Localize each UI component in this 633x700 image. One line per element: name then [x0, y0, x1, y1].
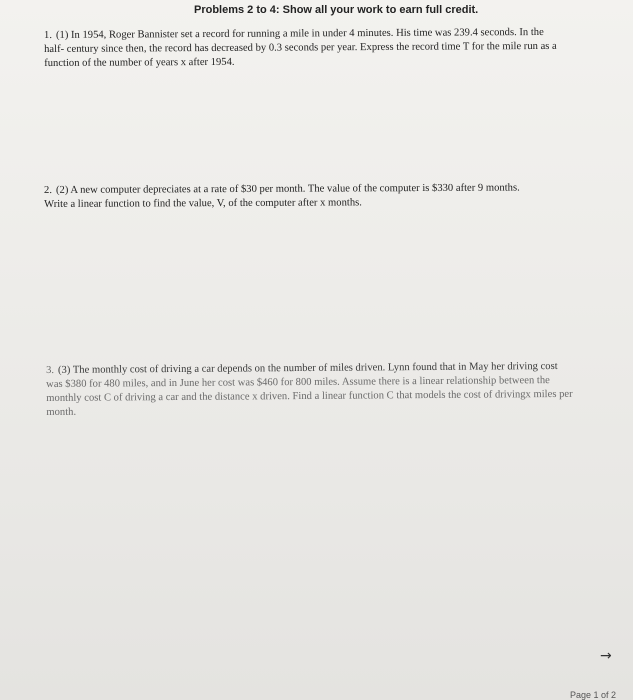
problem-3-line-1: 3. (3) The monthly cost of driving a car depends on the number of miles driven. Lynn found that in May her driving cost — [46, 360, 558, 376]
problem-2-line-1: 2. (2) A new computer depreciates at a rate of $30 per month. The value of the computer is $330 after 9 months. — [44, 182, 520, 196]
problem-1-line-2: half- century since then, the record has decreased by 0.3 seconds per year. Express the record time T for the mile run as a — [44, 40, 557, 55]
problem-2-line-2: Write a linear function to find the value, V, of the computer after x months. — [44, 197, 362, 210]
page-number: Page 1 of 2 — [570, 690, 617, 700]
problem-3-line-2: was $380 for 480 miles, and in June her cost was $460 for 800 miles. Assume there is a linear relationship between the — [46, 375, 550, 390]
problem-2 — [44, 181, 574, 212]
problem-3 — [46, 360, 612, 420]
problem-1-line-1: 1. (1) In 1954, Roger Bannister set a record for running a mile in under 4 minutes. His time was 239.4 seconds. In the — [44, 26, 544, 41]
problem-3-line-3: monthly cost C of driving a car and the distance x driven. Find a linear function C that models the cost of drivingx miles per — [46, 388, 573, 404]
problem-3-line-4: month. — [46, 406, 77, 418]
arrow-right-icon: → — [600, 648, 612, 664]
problem-2-number: 2. — [44, 184, 53, 196]
problem-3-number: 3. — [46, 364, 55, 376]
page-title: Problems 2 to 4: Show all your work to earn full credit. — [194, 4, 479, 16]
problem-1-line-3: function of the number of years x after 1954. — [44, 56, 235, 69]
problem-1-number: 1. — [44, 29, 53, 41]
problem-1 — [44, 26, 600, 71]
